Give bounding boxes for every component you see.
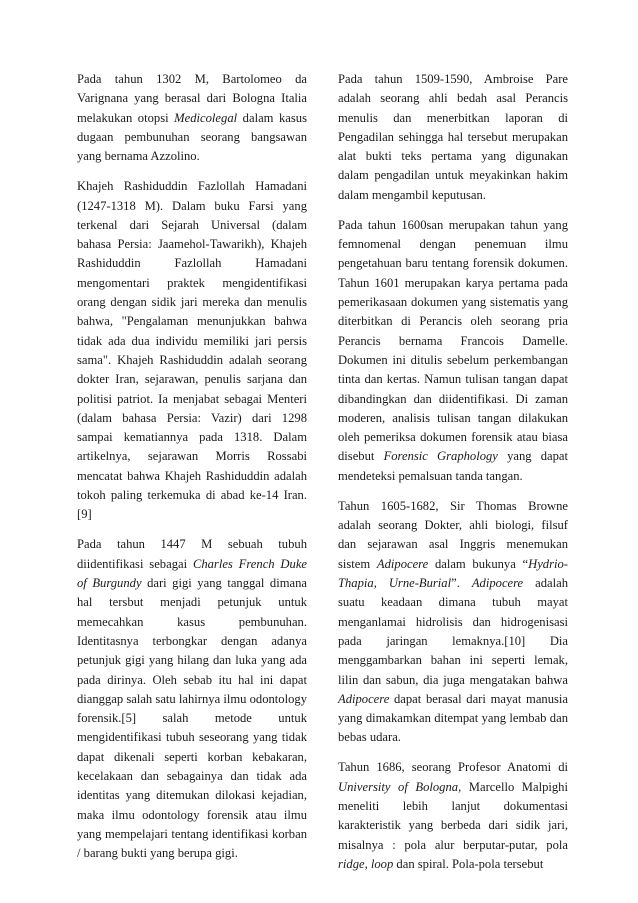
italic-term: Hydrio-Thapia, Urne-Burial bbox=[338, 556, 568, 591]
text-run: yang dapat mendeteksi pemalsuan tanda tangan. bbox=[338, 449, 568, 483]
paragraph-thomas-browne bbox=[338, 497, 568, 748]
italic-term: University of Bologna, bbox=[338, 779, 462, 794]
italic-term: Adipocere bbox=[376, 556, 429, 571]
text-run: dalam kasus dugaan pembunuhan seorang bangsawan yang bernama Azzolino. bbox=[77, 110, 307, 164]
paragraph-forensic-document bbox=[338, 216, 568, 486]
right-column bbox=[338, 70, 568, 885]
text-run: dalam bukunya “ bbox=[428, 556, 529, 571]
text-run: dan spiral. Pola-pola tersebut bbox=[393, 856, 544, 871]
text-run: Marcello Malpighi meneliti lebih lanjut dokumentasi karakteristik yang berbeda dari sidik jari, misalnya : pola alur berputar-putar, pola bbox=[338, 779, 568, 852]
text-run: Pada tahun 1509-1590, Ambroise Pare adalah seorang ahli bedah asal Perancis menulis dan menerbitkan laporan di Pengadilan sehingga hal tersebut merupakan alat bukti teks pertama yang digunakan dalam pengadilan untuk meyakinkan hakim dalam mengambil keputusan. bbox=[338, 72, 568, 202]
paragraph-rashiduddin bbox=[77, 177, 307, 524]
italic-term: Adipocere bbox=[338, 691, 390, 706]
paragraph-burgundy bbox=[77, 535, 307, 863]
paragraph-bartolomeo bbox=[77, 70, 307, 166]
text-run: Tahun 1605-1682, Sir Thomas Browne adalah seorang Dokter, ahli biologi, filsuf dan sejarawan asal Inggris menemukan sistem bbox=[338, 498, 568, 571]
text-run: ”. bbox=[451, 576, 472, 591]
text-run: Khajeh Rashiduddin Fazlollah Hamadani (1247-1318 M). Dalam buku Farsi yang terkenal dari Sejarah Universal (dalam bahasa Persia: Jaamehol-Tawarikh), Khajeh Rashiduddin Fazlollah Hamadani mengomentari praktek mengidentifikasi orang dengan sidik jari mereka dan menulis bahwa, "Pengalaman menunjukkan bahwa tidak ada dua individu memiliki jari persis sama". Khajeh Rashiduddin adalah seorang dokter Iran, sejarawan, penulis sarjana dan politisi patriot. Ia menjabat sebagai Menteri (dalam bahasa Persia: Vazir) dari 1298 sampai kematiannya pada 1318. Dalam artikelnya, sejarawan Morris Rossabi mencatat bahwa Khajeh Rashiduddin adalah tokoh paling terkemuka di abad ke-14 Iran.[9] bbox=[77, 179, 307, 522]
text-run: Pada tahun 1600san merupakan tahun yang femnomenal dengan penemuan ilmu pengetahuan baru tentang forensik dokumen. Tahun 1601 merupakan karya pertama pada pemerikasaan dokumen yang sistematis yang diterbitkan di Perancis oleh seorang pria Perancis bernama Francois Damelle. Dokumen ini ditulis sebelum perkembangan tinta dan kertas. Namun tulisan tangan dapat dibandingkan dan diidentifikasi. Di zaman moderen, analisis tulisan tangan dilakukan oleh pemeriksa dokumen forensik atau biasa disebut bbox=[338, 217, 568, 464]
paragraph-ambroise-pare bbox=[338, 70, 568, 205]
italic-term: Adipocere bbox=[471, 576, 524, 591]
italic-term: Medicolegal bbox=[174, 110, 238, 125]
text-run: adalah suatu keadaan dimana tubuh mayat menganlamai hidrolisis dan hidrogenisasi pada jaringan lemaknya.[10] Dia menggambarkan bahan ini seperti lemak, lilin dan sabun, dia juga mengatakan bahwa bbox=[338, 576, 569, 687]
text-run: Tahun 1686, seorang Profesor Anatomi di bbox=[338, 760, 568, 775]
left-column bbox=[77, 70, 307, 874]
italic-term: ridge, loop bbox=[338, 856, 394, 871]
text-run: dari gigi yang tanggal dimana hal tersbut menjadi petunjuk untuk memecahkan kasus pembunuhan. Identitasnya terbongkar dengan adanya petunjuk gigi yang hilang dan luka yang ada pada dirinya. Oleh sebab itu hal ini dapat dianggap salah satu lahirnya ilmu odontology forensik.[5] salah metode untuk mengidentifikasi tubuh seseorang yang tidak dapat dikenali seperti korban kebakaran, kecelakaan dan sebagainya dan tidak ada identitas yang ditemukan dilokasi kejadian, maka ilmu odontology forensik atau ilmu yang mempelajari tentang identifikasi korban / barang bukti yang berupa gigi. bbox=[77, 576, 307, 861]
text-run: dapat berasal dari mayat manusia yang dimakamkan ditempat yang lembab dan bebas udara. bbox=[338, 691, 568, 745]
italic-term: Charles French Duke of Burgundy bbox=[77, 556, 308, 591]
italic-term: Forensic Graphology bbox=[383, 449, 498, 464]
paragraph-malpighi bbox=[338, 758, 568, 874]
text-run: Pada tahun 1302 M, Bartolomeo da Varignana yang berasal dari Bologna Italia melakukan otopsi bbox=[77, 72, 307, 125]
text-run: Pada tahun 1447 M sebuah tubuh diidentifikasi sebagai bbox=[77, 537, 307, 571]
